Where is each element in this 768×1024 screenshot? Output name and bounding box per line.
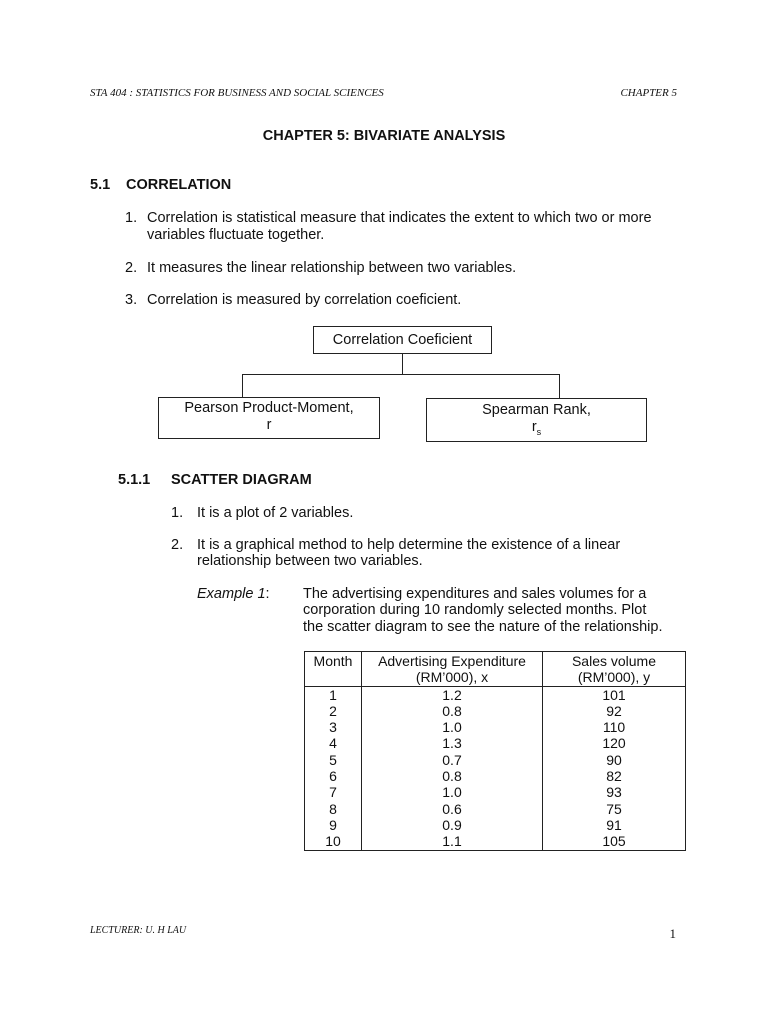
table-cell-month: 3 — [305, 719, 362, 735]
table-cell-sales: 75 — [543, 801, 686, 817]
table-row — [305, 817, 686, 833]
advertising-sales-table — [304, 651, 686, 851]
table-row — [305, 703, 686, 719]
list-item-number: 1. — [125, 210, 138, 226]
table-cell-sales: 110 — [543, 719, 686, 735]
list-item-number: 3. — [125, 292, 138, 308]
list-item-text: relationship between two variables. — [197, 553, 423, 569]
subsection-number: 5.1.1 — [118, 472, 151, 488]
table-cell-advertising: 1.0 — [362, 719, 543, 735]
table-cell-advertising: 1.2 — [362, 686, 543, 703]
table-cell-advertising: 0.8 — [362, 768, 543, 784]
diagram-spearman-label: Spearman Rank, — [482, 402, 591, 418]
table-cell-advertising: 1.0 — [362, 784, 543, 800]
diagram-connector — [559, 374, 560, 398]
list-item-text: It is a plot of 2 variables. — [197, 505, 354, 521]
list-item-text: Correlation is measured by correlation coeficient. — [147, 292, 462, 308]
table-header-advertising: Advertising Expenditure (RM’000), x — [362, 652, 543, 687]
page-number: 1 — [669, 926, 676, 941]
diagram-connector — [242, 374, 560, 375]
diagram-root-box: Correlation Coeficient — [313, 326, 492, 354]
table-cell-month: 2 — [305, 703, 362, 719]
table-cell-month: 10 — [305, 833, 362, 850]
table-cell-sales: 92 — [543, 703, 686, 719]
table-cell-sales: 82 — [543, 768, 686, 784]
table-body — [305, 686, 686, 850]
table-header-row — [305, 652, 686, 687]
table-cell-sales: 91 — [543, 817, 686, 833]
table-cell-sales: 90 — [543, 752, 686, 768]
table-cell-advertising: 1.3 — [362, 735, 543, 751]
table-cell-month: 6 — [305, 768, 362, 784]
example-text-line: The advertising expenditures and sales volumes for a — [303, 586, 647, 602]
example-text-line: the scatter diagram to see the nature of the relationship. — [303, 619, 663, 635]
diagram-connector — [402, 353, 403, 374]
diagram-spearman-box — [426, 398, 647, 442]
table-row — [305, 686, 686, 703]
table-cell-advertising: 1.1 — [362, 833, 543, 850]
chapter-title: CHAPTER 5: BIVARIATE ANALYSIS — [262, 128, 506, 144]
list-item-text: It measures the linear relationship between two variables. — [147, 260, 517, 276]
table-cell-month: 8 — [305, 801, 362, 817]
table-cell-month: 9 — [305, 817, 362, 833]
table-row — [305, 833, 686, 850]
diagram-connector — [242, 374, 243, 397]
table-cell-sales: 101 — [543, 686, 686, 703]
diagram-pearson-label: Pearson Product-Moment, — [184, 400, 354, 416]
table-row — [305, 801, 686, 817]
list-item-number: 2. — [171, 537, 184, 553]
table-cell-month: 4 — [305, 735, 362, 751]
section-heading: CORRELATION — [126, 177, 232, 193]
table-cell-month: 5 — [305, 752, 362, 768]
example-label: Example 1: — [197, 586, 270, 602]
table-cell-month: 7 — [305, 784, 362, 800]
table-row — [305, 768, 686, 784]
diagram-spearman-symbol: $r_s$ — [531, 419, 542, 437]
running-header-course: STA 404 : STATISTICS FOR BUSINESS AND SOCIAL SCIENCES — [90, 87, 384, 99]
table-header-month: Month — [305, 652, 362, 687]
diagram-pearson-box — [158, 397, 380, 439]
section-number: 5.1 — [90, 177, 111, 193]
diagram-pearson-symbol: r — [266, 417, 272, 433]
table-cell-sales: 93 — [543, 784, 686, 800]
subsection-heading: SCATTER DIAGRAM — [171, 472, 312, 488]
table-cell-advertising: 0.6 — [362, 801, 543, 817]
example-text-line: corporation during 10 randomly selected months. Plot — [303, 602, 647, 618]
table-cell-sales: 105 — [543, 833, 686, 850]
table-row — [305, 752, 686, 768]
list-item-text: It is a graphical method to help determine the existence of a linear — [197, 537, 621, 553]
table-cell-advertising: 0.8 — [362, 703, 543, 719]
table-cell-month: 1 — [305, 686, 362, 703]
list-item-number: 2. — [125, 260, 138, 276]
table-row — [305, 735, 686, 751]
table-header-sales: Sales volume (RM’000), y — [543, 652, 686, 687]
footer-lecturer: LECTURER: U. H LAU — [90, 925, 187, 936]
list-item-text: variables fluctuate together. — [147, 227, 325, 243]
table-cell-sales: 120 — [543, 735, 686, 751]
list-item-text: Correlation is statistical measure that indicates the extent to which two or more — [147, 210, 652, 226]
table-row — [305, 719, 686, 735]
table-cell-advertising: 0.9 — [362, 817, 543, 833]
list-item-number: 1. — [171, 505, 184, 521]
running-header-chapter: CHAPTER 5 — [620, 87, 677, 99]
table-row — [305, 784, 686, 800]
table-cell-advertising: 0.7 — [362, 752, 543, 768]
